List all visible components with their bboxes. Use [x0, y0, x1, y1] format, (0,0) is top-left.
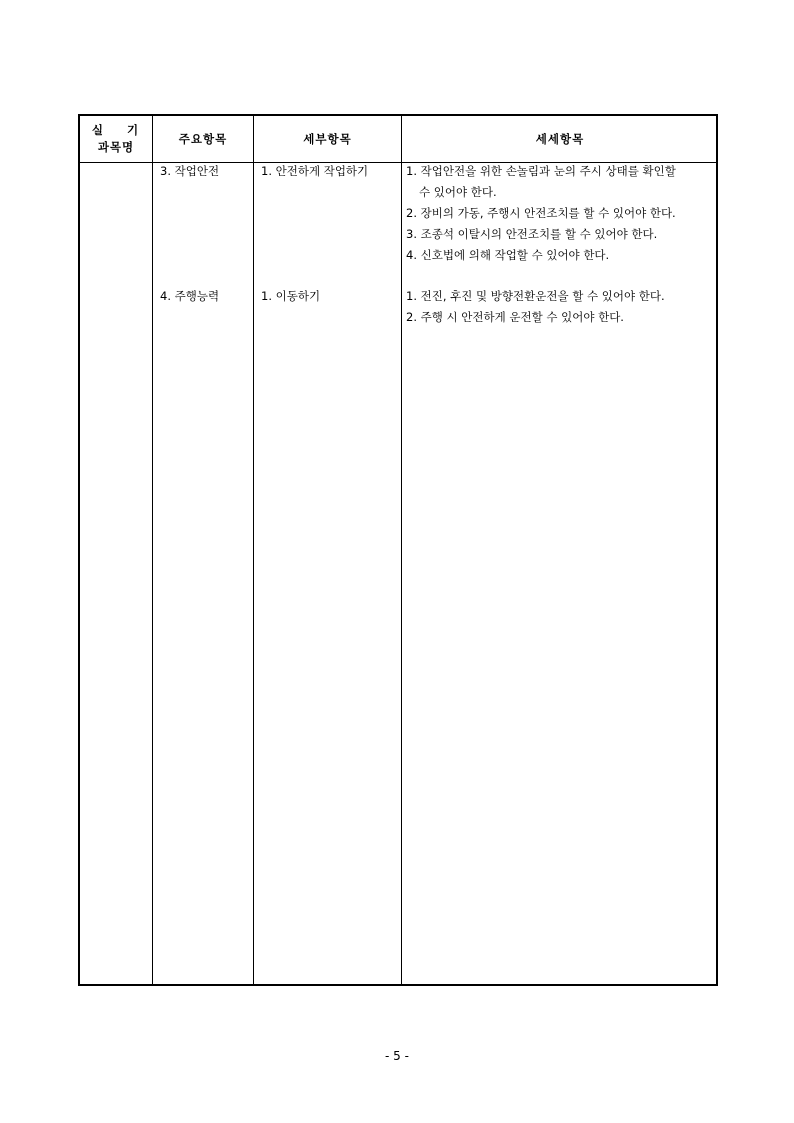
detail-line: 2. 장비의 가동, 주행시 안전조치를 할 수 있어야 한다. — [406, 206, 676, 220]
detail-line: 수 있어야 한다. — [419, 185, 497, 199]
row2-sub: 1. 이동하기 — [261, 289, 321, 303]
header-subject-line2: 과목명 — [97, 140, 135, 154]
detail-line: 4. 신호법에 의해 작업할 수 있어야 한다. — [406, 248, 610, 262]
detail-line: 2. 주행 시 안전하게 운전할 수 있어야 한다. — [406, 310, 624, 324]
header-main-label: 주요항목 — [178, 131, 228, 146]
detail-line — [406, 161, 715, 182]
header-detail-label: 세세항목 — [535, 131, 585, 146]
header-sub-label: 세부항목 — [303, 131, 352, 146]
detail-line: 3. 조종석 이탈시의 안전조치를 할 수 있어야 한다. — [406, 227, 658, 241]
row2-main: 4. 주행능력 — [160, 289, 220, 303]
header-subject-line1: 실 기 — [91, 123, 149, 137]
header-subject — [80, 116, 152, 162]
header-main-item — [153, 116, 253, 162]
detail-line: 1. 전진, 후진 및 방향전환운전을 할 수 있어야 한다. — [406, 289, 665, 303]
column-divider — [401, 116, 402, 984]
row2-details — [406, 286, 665, 328]
row1-details — [406, 161, 715, 266]
column-divider — [152, 116, 153, 984]
row1-main: 3. 작업안전 — [160, 164, 220, 178]
header-sub-item — [254, 116, 401, 162]
column-divider — [253, 116, 254, 984]
header-detail-item — [402, 116, 718, 162]
row1-sub: 1. 안전하게 작업하기 — [261, 164, 369, 178]
curriculum-table — [78, 114, 718, 986]
detail-text: 1. 작업안전을 위한 손놀림과 눈의 주시 상태를 확인할 — [406, 164, 676, 178]
page-number: - 5 - — [385, 1049, 409, 1063]
